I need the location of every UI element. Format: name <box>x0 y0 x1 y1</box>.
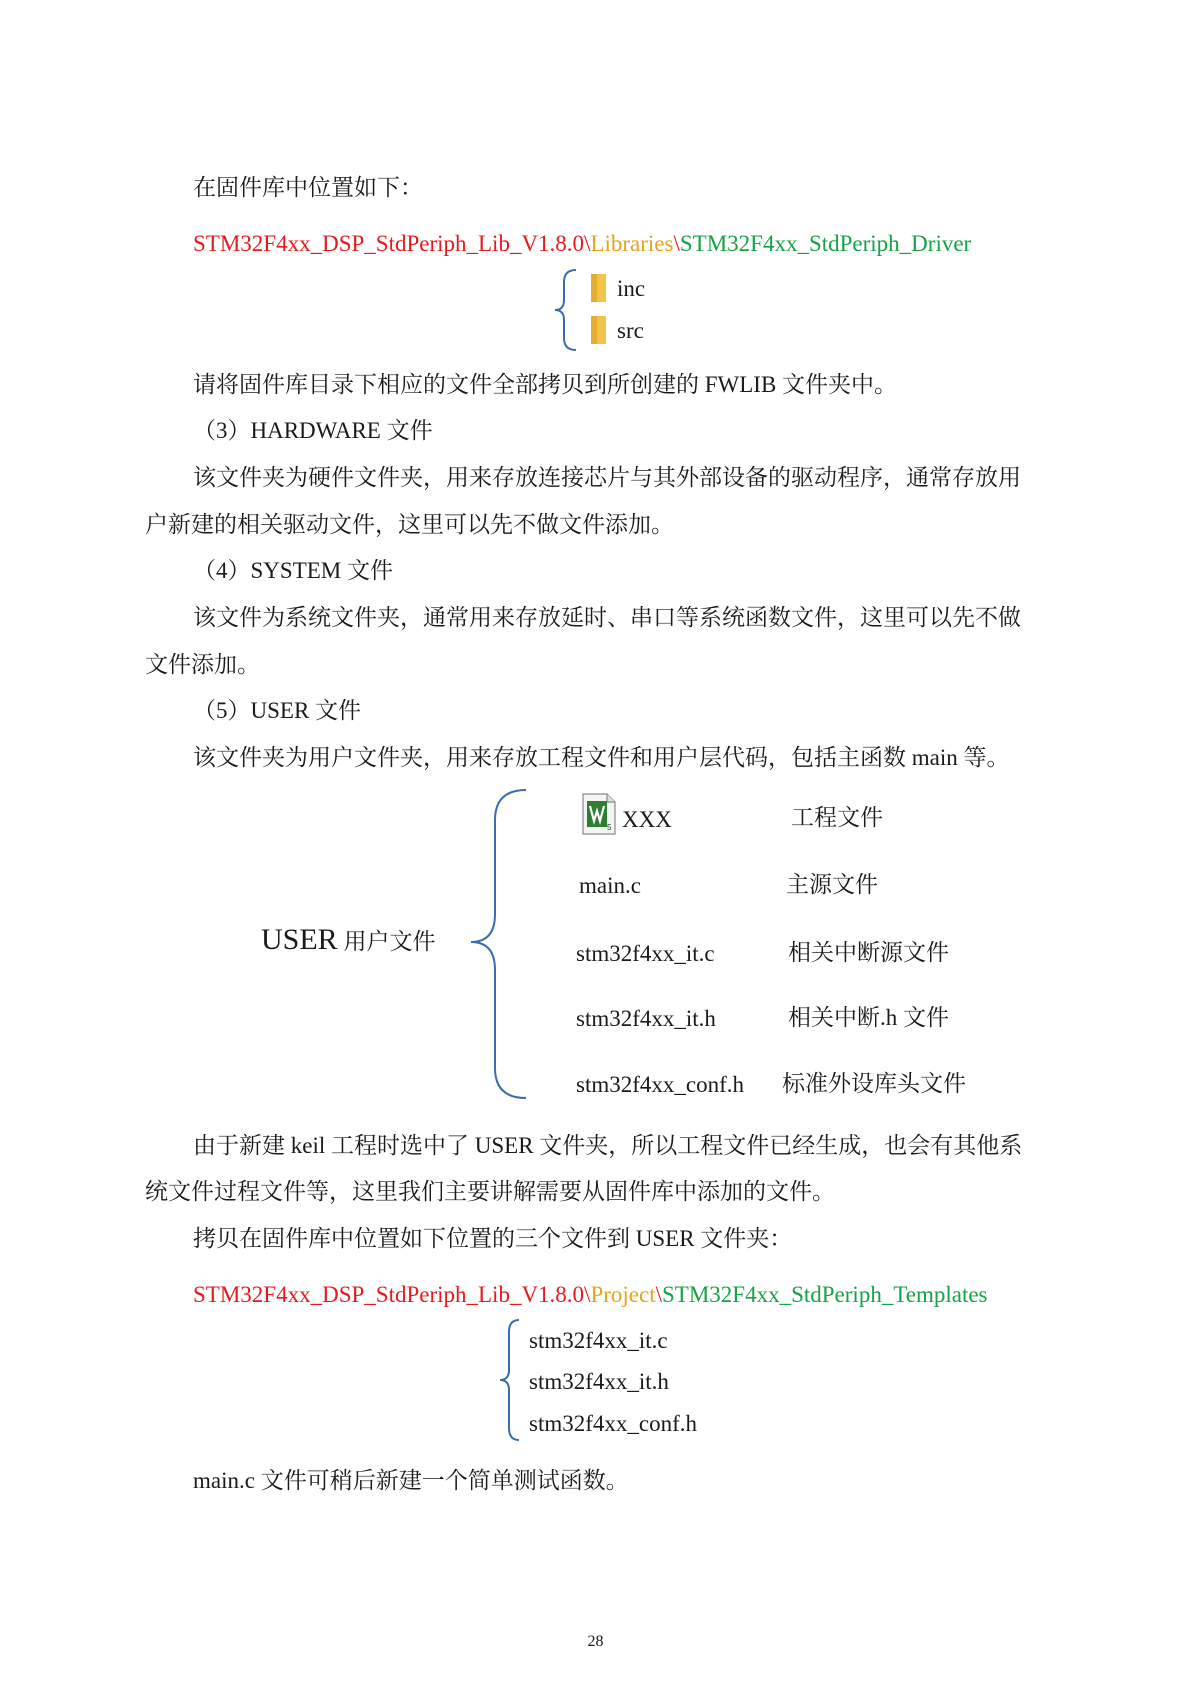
path-root: STM32F4xx_DSP_StdPeriph_Lib_V1.8.0\ <box>193 1282 591 1307</box>
copy-note: 请将固件库目录下相应的文件全部拷贝到所创建的 FWLIB 文件夹中。 <box>193 372 898 397</box>
path-sep: \ <box>655 1282 662 1307</box>
user-file-desc-2: 相关中断源文件 <box>788 940 949 965</box>
path-sep: \ <box>673 231 680 256</box>
section-3-line1: 该文件夹为硬件文件夹，用来存放连接芯片与其外部设备的驱动程序，通常存放用 <box>193 465 1021 490</box>
path-mid: Libraries <box>590 231 674 256</box>
user-label-en: USER <box>261 923 338 956</box>
keil-project-icon <box>582 793 616 835</box>
section-5-line1: 该文件夹为用户文件夹，用来存放工程文件和用户层代码，包括主函数 main 等。 <box>193 745 1010 770</box>
user-file-name-2: stm32f4xx_it.c <box>576 941 715 966</box>
section-4-heading: （4）SYSTEM 文件 <box>193 558 393 583</box>
path-root: STM32F4xx_DSP_StdPeriph_Lib_V1.8.0\ <box>193 231 591 256</box>
user-file-desc-0: 工程文件 <box>791 805 883 830</box>
path-leaf: STM32F4xx_StdPeriph_Driver <box>679 231 972 256</box>
template-file-0: stm32f4xx_it.c <box>529 1328 668 1353</box>
folder-icon <box>590 273 608 303</box>
templates-path <box>193 1283 988 1306</box>
template-file-1: stm32f4xx_it.h <box>529 1369 669 1394</box>
section-4-line1: 该文件为系统文件夹，通常用来存放延时、串口等系统函数文件，这里可以先不做 <box>193 605 1021 630</box>
folders-brace <box>552 268 580 352</box>
section-5-heading: （5）USER 文件 <box>193 698 362 723</box>
user-file-name-3: stm32f4xx_it.h <box>576 1006 716 1031</box>
user-file-desc-3: 相关中断.h 文件 <box>788 1005 949 1030</box>
page-number: 28 <box>587 1633 604 1650</box>
user-file-name-0: XXX <box>622 807 672 832</box>
intro-text: 在固件库中位置如下： <box>193 175 423 200</box>
folder-name-src: src <box>617 318 644 343</box>
folder-name-inc: inc <box>617 276 646 301</box>
template-files-brace <box>497 1318 523 1442</box>
user-files-brace <box>468 788 530 1100</box>
keil-note-line1: 由于新建 keil 工程时选中了 USER 文件夹，所以工程文件已经生成，也会有其他系 <box>193 1133 1023 1158</box>
user-label <box>261 925 435 955</box>
user-file-name-4: stm32f4xx_conf.h <box>576 1072 745 1097</box>
section-3-line2: 户新建的相关驱动文件，这里可以先不做文件添加。 <box>145 512 674 537</box>
section-4-line2: 文件添加。 <box>145 652 260 677</box>
keil-note-line2: 统文件过程文件等，这里我们主要讲解需要从固件库中添加的文件。 <box>145 1179 835 1204</box>
svg-text:5: 5 <box>607 823 612 832</box>
user-label-cn: 用户文件 <box>343 929 436 954</box>
user-file-desc-1: 主源文件 <box>786 872 878 897</box>
main-c-note: main.c 文件可稍后新建一个简单测试函数。 <box>193 1468 629 1493</box>
section-3-heading: （3）HARDWARE 文件 <box>193 418 433 443</box>
template-file-2: stm32f4xx_conf.h <box>529 1411 698 1436</box>
user-file-name-1: main.c <box>579 873 641 898</box>
copy-to-user: 拷贝在固件库中位置如下位置的三个文件到 USER 文件夹： <box>193 1226 793 1251</box>
library-path <box>193 232 971 255</box>
folder-icon <box>590 315 608 345</box>
user-file-desc-4: 标准外设库头文件 <box>782 1071 966 1096</box>
path-leaf: STM32F4xx_StdPeriph_Templates <box>662 1282 988 1307</box>
path-mid: Project <box>590 1282 656 1307</box>
